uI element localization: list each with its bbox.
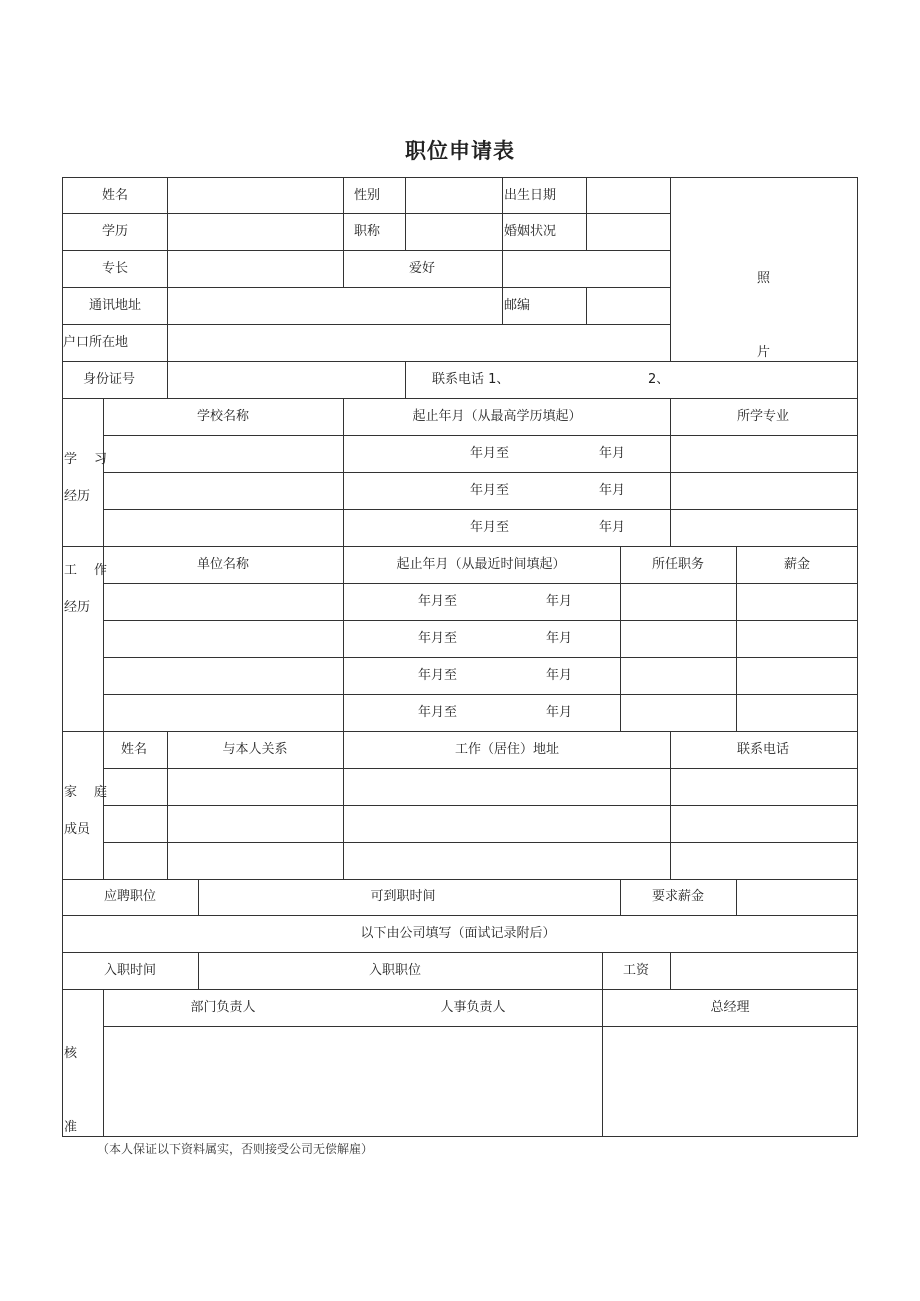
school-name-header: 学校名称	[196, 409, 250, 424]
entry-time-label: 入职时间	[103, 963, 157, 978]
work-row-from: 年月至	[418, 631, 458, 646]
hobby-label: 爱好	[409, 261, 436, 276]
company-name-header: 单位名称	[196, 557, 250, 572]
study-row-from: 年月至	[470, 483, 510, 498]
work-row-to: 年月	[546, 594, 573, 609]
marital-status-label: 婚姻状况	[504, 224, 557, 239]
name-label: 姓名	[101, 188, 129, 203]
id-number-label: 身份证号	[82, 372, 136, 387]
work-row-from: 年月至	[418, 668, 458, 683]
work-section-label: 工 作	[64, 563, 110, 578]
work-row-to: 年月	[546, 705, 573, 720]
study-period-header: 起止年月（从最高学历填起）	[412, 409, 582, 424]
dept-head-label: 部门负责人	[190, 1000, 256, 1015]
expected-salary-label: 要求薪金	[651, 889, 705, 904]
specialty-label: 专长	[101, 261, 129, 276]
job-title-label: 职称	[354, 224, 381, 239]
study-row-from: 年月至	[470, 520, 510, 535]
footer-note: （本人保证以下资料属实，否则接受公司无偿解雇）	[97, 1142, 374, 1156]
available-time-label: 可到职时间	[370, 889, 436, 904]
family-phone-header: 联系电话	[736, 742, 790, 757]
family-name-header: 姓名	[120, 742, 148, 757]
gender-label: 性别	[354, 188, 381, 203]
page-title: 职位申请表	[405, 139, 515, 163]
work-section-label-2: 经历	[64, 600, 91, 615]
work-row-to: 年月	[546, 668, 573, 683]
position-header: 所任职务	[651, 557, 705, 572]
family-section-label-2: 成员	[64, 822, 91, 837]
major-header: 所学专业	[736, 409, 790, 424]
work-period-header: 起止年月（从最近时间填起）	[396, 557, 566, 572]
family-section-label: 家 庭	[64, 785, 110, 800]
work-row-to: 年月	[546, 631, 573, 646]
work-row-from: 年月至	[418, 705, 458, 720]
family-address-header: 工作（居住）地址	[454, 742, 560, 757]
study-section-label-2: 经历	[64, 489, 91, 504]
household-label: 户口所在地	[63, 335, 129, 350]
general-manager-label: 总经理	[710, 1000, 750, 1015]
salary-header: 薪金	[783, 557, 811, 572]
study-row-from: 年月至	[470, 446, 510, 461]
entry-position-label: 入职职位	[368, 963, 422, 978]
relationship-header: 与本人关系	[222, 742, 288, 757]
study-row-to: 年月	[599, 446, 626, 461]
phone-2-label: 2、	[648, 372, 670, 387]
wage-label: 工资	[622, 963, 650, 978]
photo-label-top: 照	[757, 271, 771, 286]
hr-head-label: 人事负责人	[440, 1000, 506, 1015]
company-section-heading: 以下由公司填写（面试记录附后）	[360, 926, 556, 941]
photo-label-bottom: 片	[757, 345, 771, 360]
phone-label: 联系电话 1、	[432, 372, 510, 387]
approval-label: 核	[64, 1046, 78, 1061]
work-row-from: 年月至	[418, 594, 458, 609]
study-section-label: 学 习	[64, 452, 110, 467]
study-row-to: 年月	[599, 520, 626, 535]
education-label: 学历	[101, 224, 129, 239]
applied-position-label: 应聘职位	[103, 889, 157, 904]
study-row-to: 年月	[599, 483, 626, 498]
birth-date-label: 出生日期	[504, 188, 557, 203]
address-label: 通讯地址	[88, 298, 142, 313]
zip-label: 邮编	[504, 298, 531, 313]
approval-label-2: 准	[64, 1120, 78, 1135]
